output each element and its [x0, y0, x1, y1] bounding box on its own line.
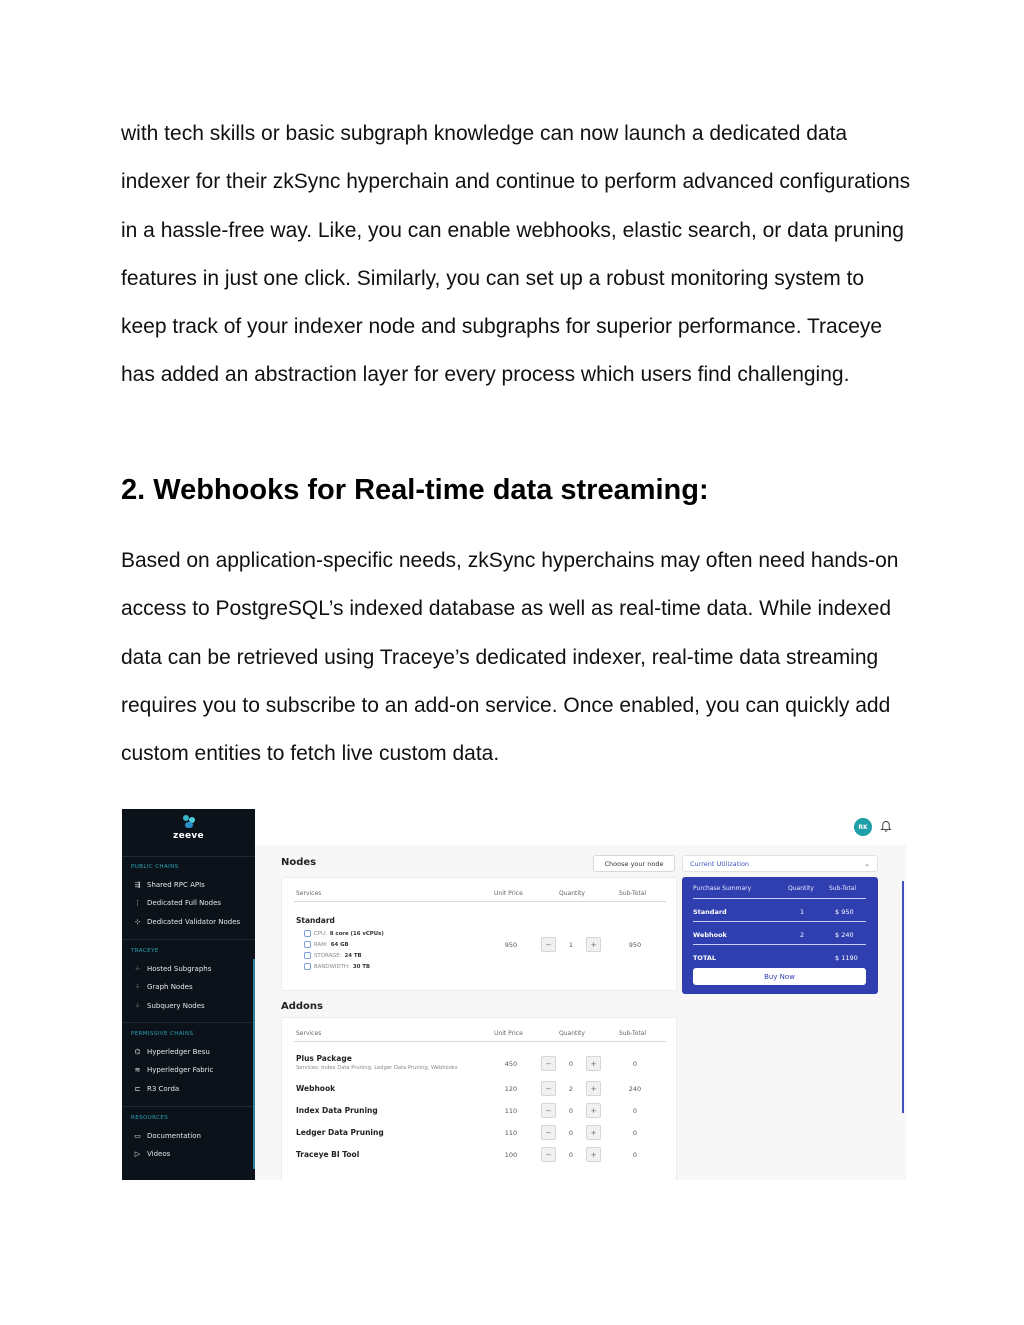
addon-subtotal: 0 [632, 1107, 638, 1115]
sidebar-item-label: Dedicated Validator Nodes [147, 917, 241, 926]
col-unit-price: Unit Price [494, 890, 523, 897]
play-icon: ▷ [134, 1150, 141, 1158]
increment-button[interactable]: + [586, 1103, 601, 1118]
addon-unit-price: 450 [504, 1060, 518, 1068]
spec-storage: STORAGE: 24 TB [304, 952, 362, 959]
buy-now-button[interactable]: Buy Now [693, 968, 866, 985]
sidebar-item-label: Shared RPC APIs [147, 880, 205, 889]
sidebar-item[interactable] [133, 983, 193, 992]
header-divider [294, 1041, 666, 1042]
col-services: Services [296, 1030, 322, 1037]
addon-unit-price: 100 [504, 1151, 518, 1159]
increment-button[interactable]: + [586, 937, 601, 952]
addon-quantity-stepper[interactable] [541, 1056, 601, 1071]
sidebar-item-label: Hyperledger Besu [147, 1047, 210, 1056]
quantity-value: 0 [568, 1150, 574, 1159]
addon-name: Traceye BI Tool [296, 1150, 360, 1159]
sidebar-divider [122, 856, 255, 857]
sidebar-item[interactable] [133, 1131, 201, 1140]
summary-divider [693, 921, 866, 922]
sidebar-divider [122, 1022, 255, 1023]
addon-name: Index Data Pruning [296, 1106, 378, 1115]
sidebar-divider [122, 939, 255, 940]
node-unit-price: 950 [504, 941, 518, 949]
addon-description: Services: Index Data Pruning, Ledger Data Pruning, Webhooks [296, 1065, 458, 1071]
summary-divider [693, 898, 866, 899]
bandwidth-icon [304, 963, 311, 970]
summary-row-name: Standard [693, 908, 727, 916]
summary-row-quantity: 2 [800, 931, 805, 939]
fabric-icon: ≋ [134, 1066, 141, 1074]
sidebar-item[interactable] [133, 917, 240, 926]
increment-button[interactable]: + [586, 1056, 601, 1071]
summary-row-quantity: 1 [800, 908, 805, 916]
addon-quantity-stepper[interactable] [541, 1147, 601, 1162]
sidebar-section-title: TRACEYE [131, 948, 159, 954]
choose-node-button[interactable]: Choose your node [593, 855, 675, 872]
sidebar-item[interactable] [133, 1047, 210, 1056]
addon-unit-price: 120 [504, 1085, 518, 1093]
addons-title: Addons [281, 1001, 323, 1012]
corda-icon: ⊏ [134, 1084, 141, 1093]
summary-total-value: $ 1190 [835, 954, 858, 962]
graph-icon: ⁘ [134, 964, 141, 973]
addon-name: Webhook [296, 1084, 336, 1093]
sidebar-item-label: Subquery Nodes [147, 1001, 205, 1010]
sidebar-section-title: PUBLIC CHAINS [131, 864, 179, 870]
intro-paragraph: with tech skills or basic subgraph knowledge can now launch a dedicated data indexer for their zkSync hyperchain and continue to perform advanced configurations in a hassle-free way. Like, you can enable webhooks, elastic search, or data pruning features in just one click. Similarly, you can set up a robust monitoring system to keep track of your indexer node and subgraphs for superior performance. Traceye has added an abstraction layer for every process which users find challenging. [121, 122, 911, 387]
sidebar-item[interactable] [133, 1001, 205, 1010]
addon-subtotal: 240 [628, 1085, 642, 1093]
sidebar-item[interactable] [133, 964, 211, 973]
spec-ram: RAM: 64 GB [304, 941, 349, 948]
brand-logo[interactable] [122, 815, 255, 841]
addon-subtotal: 0 [632, 1129, 638, 1137]
sidebar-item[interactable] [133, 880, 205, 889]
decrement-button[interactable]: − [541, 1103, 556, 1118]
user-avatar[interactable]: RK [854, 818, 872, 836]
col-subtotal: Sub-Total [619, 890, 647, 897]
addon-unit-price: 110 [504, 1107, 518, 1115]
sidebar [122, 809, 255, 1180]
decrement-button[interactable]: − [541, 1147, 556, 1162]
graph-icon: ⁘ [134, 983, 141, 991]
node-quantity-stepper[interactable] [541, 937, 601, 952]
body-paragraph: Based on application-specific needs, zkSync hyperchains may often need hands-on access to PostgreSQL’s indexed database as well as real-time data. While indexed data can be retrieved using Traceye’s dedicated indexer, real-time data streaming requires you to subscribe to an add-on service. Once enabled, you can quickly add custom entities to fetch live custom data. [121, 549, 899, 766]
nodes-icon: ⋮ [134, 899, 141, 907]
col-services: Services [296, 890, 322, 897]
main-scrollbar[interactable] [902, 881, 904, 1113]
sidebar-item-label: Videos [147, 1150, 171, 1158]
node-subtotal: 950 [628, 941, 642, 949]
nodes-card [281, 877, 677, 991]
zeeve-logo-icon [181, 815, 197, 829]
sidebar-item-label: Graph Nodes [147, 983, 193, 991]
summary-row-subtotal: $ 240 [835, 931, 854, 939]
summary-divider [693, 944, 866, 945]
addon-quantity-stepper[interactable] [541, 1103, 601, 1118]
utilization-label: Current Utilization [690, 859, 750, 868]
ram-icon [304, 941, 311, 948]
addon-name: Plus Package [296, 1054, 352, 1063]
summary-row-subtotal: $ 950 [835, 908, 854, 916]
main-content [255, 809, 906, 1180]
sidebar-item-label: Dedicated Full Nodes [147, 899, 222, 907]
col-quantity: Quantity [559, 890, 585, 897]
addon-subtotal: 0 [632, 1060, 638, 1068]
sidebar-item[interactable] [133, 1084, 179, 1093]
addon-name: Ledger Data Pruning [296, 1128, 384, 1137]
quantity-value: 0 [568, 1059, 574, 1068]
sidebar-section-title: PERMISSIVE CHAINS [131, 1031, 194, 1037]
addon-quantity-stepper[interactable] [541, 1081, 601, 1096]
increment-button[interactable]: + [586, 1125, 601, 1140]
graph-icon: ⁘ [134, 1001, 141, 1010]
col-quantity: Quantity [559, 1030, 585, 1037]
sidebar-item[interactable] [133, 899, 221, 908]
quantity-value: 0 [568, 1128, 574, 1137]
book-icon: ▭ [134, 1131, 141, 1140]
embedded-screenshot [122, 809, 906, 1180]
summary-row-name: Webhook [693, 931, 727, 939]
addon-subtotal: 0 [632, 1151, 638, 1159]
utilization-select[interactable] [682, 855, 878, 872]
decrement-button[interactable]: − [541, 1081, 556, 1096]
node-name: Standard [296, 916, 335, 925]
summary-col-subtotal: Sub-Total [829, 885, 857, 892]
summary-total-label: TOTAL [693, 954, 717, 962]
besu-icon: ⌬ [134, 1047, 141, 1056]
col-unit-price: Unit Price [494, 1030, 523, 1037]
sidebar-item[interactable] [133, 1066, 213, 1075]
api-icon: ⇶ [134, 880, 141, 889]
sidebar-item[interactable] [133, 1150, 170, 1159]
decrement-button[interactable]: − [541, 937, 556, 952]
section-heading: 2. Webhooks for Real-time data streaming: [121, 474, 709, 506]
cpu-icon [304, 930, 311, 937]
chevron-down-icon: ⌄ [864, 860, 870, 868]
sidebar-section-title: RESOURCES [131, 1115, 169, 1121]
spec-cpu: CPU: 8 core (16 vCPUs) [304, 930, 384, 937]
top-bar [255, 809, 906, 845]
purchase-summary [682, 877, 878, 994]
validator-icon: ⊹ [134, 917, 141, 926]
sidebar-item-label: R3 Corda [147, 1084, 180, 1093]
quantity-value: 1 [568, 940, 574, 949]
addon-quantity-stepper[interactable] [541, 1125, 601, 1140]
nodes-title: Nodes [281, 857, 317, 868]
summary-col-quantity: Quantity [788, 885, 814, 892]
bell-icon[interactable] [880, 820, 892, 833]
sidebar-item-label: Documentation [147, 1131, 201, 1140]
sidebar-divider [122, 1106, 255, 1107]
header-divider [294, 901, 666, 902]
decrement-button[interactable]: − [541, 1125, 556, 1140]
quantity-value: 0 [568, 1106, 574, 1115]
increment-button[interactable]: + [586, 1081, 601, 1096]
decrement-button[interactable]: − [541, 1056, 556, 1071]
increment-button[interactable]: + [586, 1147, 601, 1162]
brand-name: zeeve [173, 831, 204, 841]
col-subtotal: Sub-Total [619, 1030, 647, 1037]
addon-unit-price: 110 [504, 1129, 518, 1137]
quantity-value: 2 [568, 1084, 574, 1093]
sidebar-item-label: Hyperledger Fabric [147, 1066, 214, 1074]
summary-title: Purchase Summary [693, 885, 752, 892]
sidebar-item-label: Hosted Subgraphs [147, 964, 212, 973]
storage-icon [304, 952, 311, 959]
addons-card [281, 1017, 677, 1180]
spec-bandwidth: BANDWIDTH: 30 TB [304, 963, 370, 970]
